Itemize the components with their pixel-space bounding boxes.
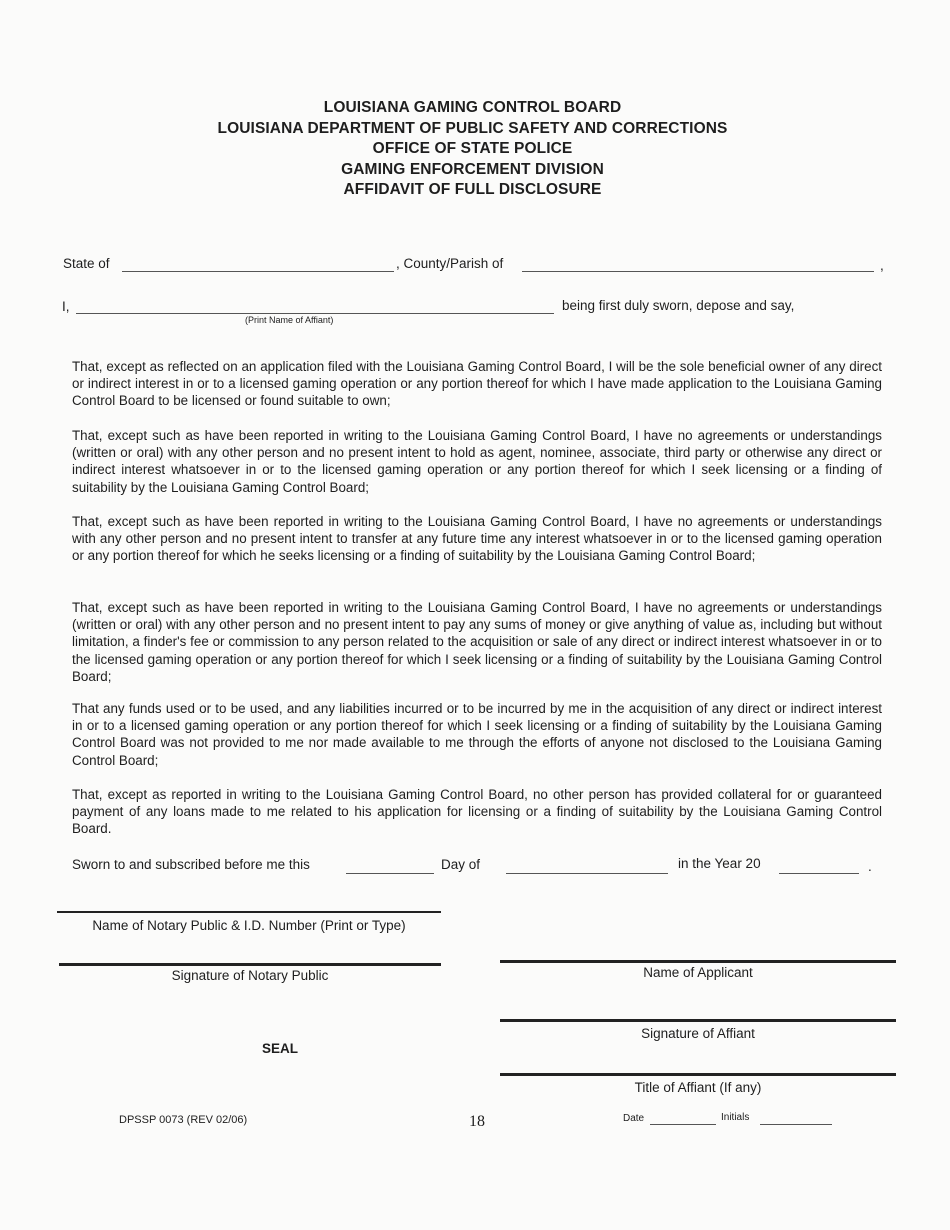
sworn-month-field[interactable] <box>506 873 668 874</box>
notary-name-line[interactable] <box>57 911 441 913</box>
affiant-name-field[interactable] <box>76 313 554 314</box>
header-office: OFFICE OF STATE POLICE <box>372 140 573 157</box>
applicant-name-line[interactable] <box>500 960 896 963</box>
disclosure-paragraph-2: That, except such as have been reported in writing to the Louisiana Gaming Control Board, I have no agreements or understandings (written or oral) with any other person and no present intent to hold as agent, nominee, associate, third party or otherwise any direct or indirect interest whatsoever in or to the licensed gaming operation or any portion thereof for which I seek licensing or a finding of suitability by the Louisiana Gaming Control Board; <box>72 428 882 495</box>
disclosure-paragraph-5: That any funds used or to be used, and any liabilities incurred or to be incurred by me in the acquisition of any direct or indirect interest in or to a licensed gaming operation or any portion thereof for which I seek licensing or a finding of suitability by the Louisiana Gaming Control Board was not provided to me nor made available to me through the efforts of anyone not disclosed to the Louisiana Gaming Control Board; <box>72 701 882 768</box>
disclosure-paragraph-1: That, except as reflected on an application filed with the Louisiana Gaming Control Board, I will be the sole beneficial owner of any direct or indirect interest in or to a licensed gaming operation or any portion thereof for which I have made application to the Louisiana Gaming Control Board to be licensed or found suitable to own; <box>72 359 882 409</box>
sworn-period: . <box>868 859 872 874</box>
header-division: GAMING ENFORCEMENT DIVISION <box>341 160 604 178</box>
sworn-prefix: Sworn to and subscribed before me this <box>72 857 310 872</box>
state-label: State of <box>63 256 110 271</box>
date-label: Date <box>623 1113 645 1124</box>
county-field[interactable] <box>522 271 874 272</box>
notary-signature-label: Signature of Notary Public <box>171 968 329 983</box>
notary-signature-line[interactable] <box>59 963 441 966</box>
disclosure-paragraph-3: That, except such as have been reported in writing to the Louisiana Gaming Control Board, I have no agreements or understandings with any other person and no present intent to transfer at any future time any interest whatsoever in or to the licensed gaming operation or any portion thereof for which he seeks licensing or a finding of suitability by the Louisiana Gaming Control Board; <box>72 514 882 564</box>
applicant-name-label: Name of Applicant <box>643 965 753 980</box>
header-board: LOUISIANA GAMING CONTROL BOARD <box>323 99 622 116</box>
sworn-day-field[interactable] <box>346 873 434 874</box>
date-field[interactable] <box>650 1124 716 1125</box>
initials-field[interactable] <box>760 1124 832 1125</box>
affiant-signature-label: Signature of Affiant <box>641 1026 755 1041</box>
disclosure-paragraph-4: That, except such as have been reported in writing to the Louisiana Gaming Control Board, I have no agreements or understandings (written or oral) with any other person and no present intent to pay any sums of money or give anything of value as, including but without limitation, a finder's fee or commission to any person related to the acquisition or sale of any direct or indirect interest whatsoever in or to the licensed gaming operation or any portion thereof for which I seek licensing or a finding of suitability by the Louisiana Gaming Control Board; <box>72 600 882 684</box>
header-department: LOUISIANA DEPARTMENT OF PUBLIC SAFETY AND CORRECTIONS <box>217 119 728 137</box>
initials-label: Initials <box>721 1112 750 1123</box>
affiant-signature-line[interactable] <box>500 1019 896 1022</box>
venue-comma: , <box>880 258 884 273</box>
sworn-statement: being first duly sworn, depose and say, <box>562 298 795 313</box>
county-label: , County/Parish of <box>396 256 504 271</box>
print-name-caption: (Print Name of Affiant) <box>245 315 334 325</box>
document-title: AFFIDAVIT OF FULL DISCLOSURE <box>343 181 602 198</box>
affiant-title-line[interactable] <box>500 1073 896 1076</box>
affiant-prefix: I, <box>62 299 70 314</box>
seal-label: SEAL <box>261 1041 298 1056</box>
day-of-label: Day of <box>441 857 481 872</box>
page-number: 18 <box>469 1113 485 1130</box>
state-field[interactable] <box>122 271 394 272</box>
document-header <box>0 98 945 201</box>
in-year-label: in the Year 20 <box>678 856 761 871</box>
notary-name-label: Name of Notary Public & I.D. Number (Print or Type) <box>92 918 406 933</box>
sworn-year-field[interactable] <box>779 873 859 874</box>
affiant-title-label: Title of Affiant (If any) <box>634 1080 762 1095</box>
disclosure-paragraph-6: That, except as reported in writing to the Louisiana Gaming Control Board, no other person has provided collateral for or guaranteed payment of any loans made to me related to his application for licensing or a finding of suitability by the Louisiana Gaming Control Board. <box>72 787 882 837</box>
form-number: DPSSP 0073 (REV 02/06) <box>119 1114 248 1126</box>
